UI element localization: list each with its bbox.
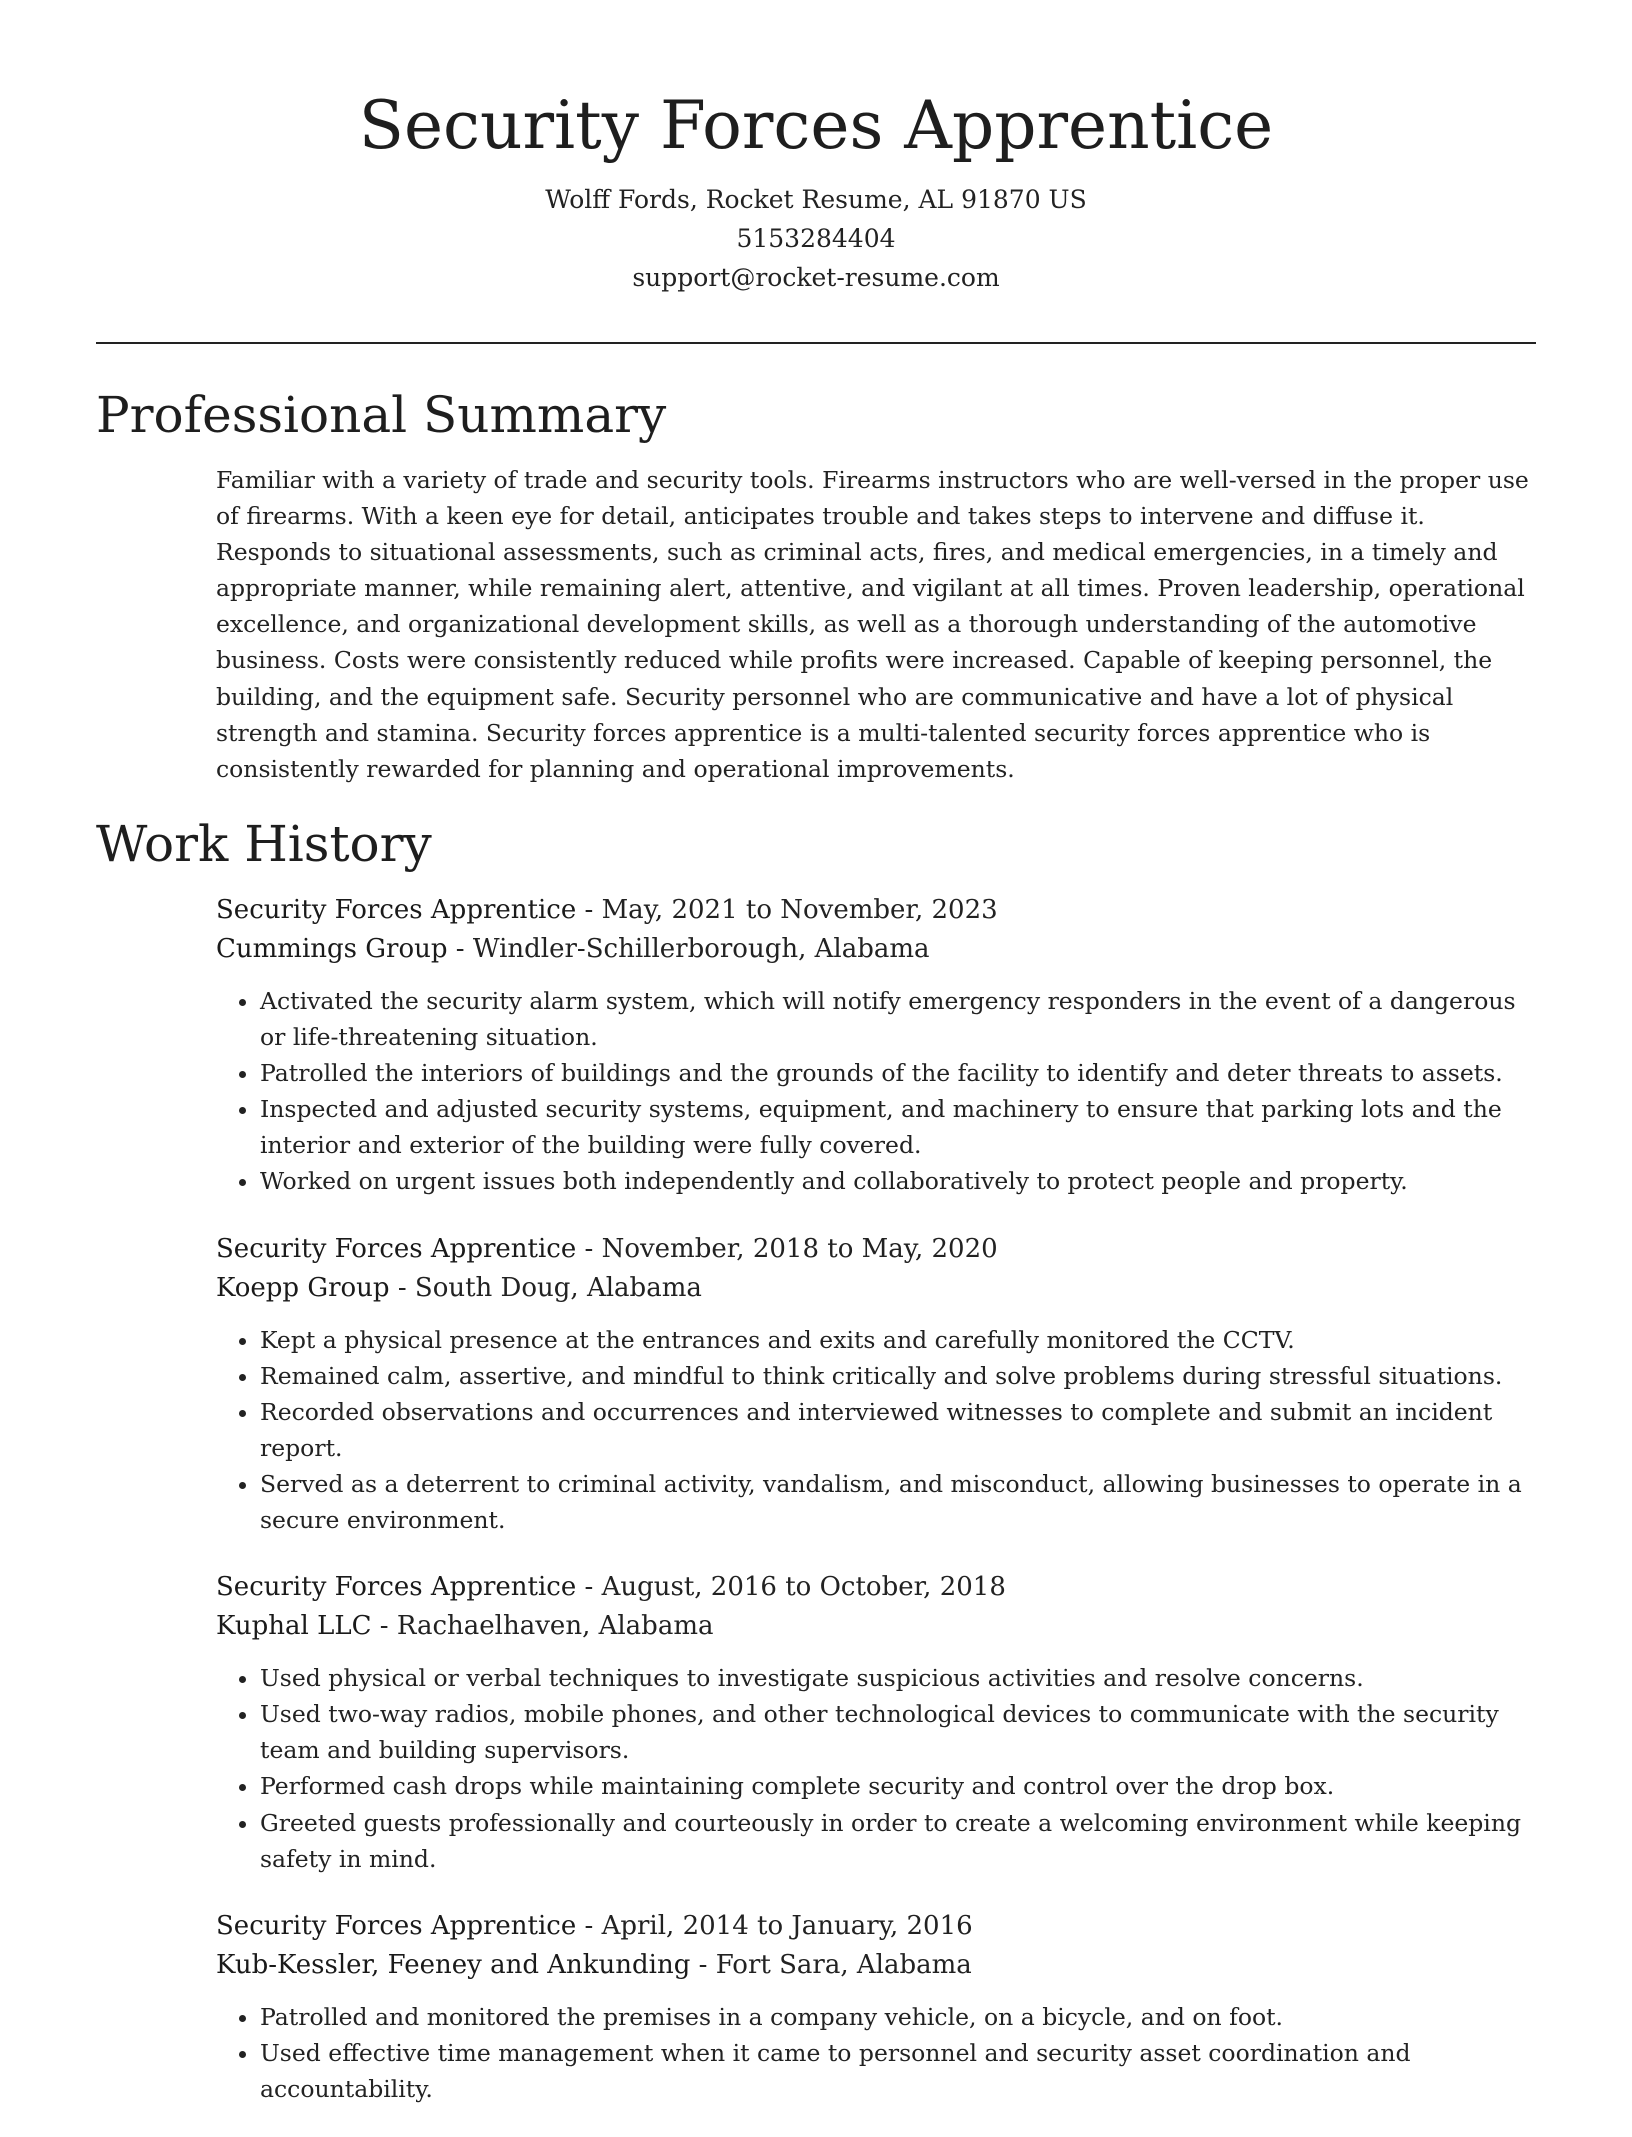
job-title-line [216, 1568, 1536, 1607]
work-history-heading: Work History [96, 815, 432, 873]
job-role: Security Forces Apprentice [216, 1572, 577, 1603]
job-duty: • Used two-way radios, mobile phones, and other technological devices to communicate with the security team and building supervisors. [260, 1696, 1536, 1768]
job-duty: • Used effective time management when it came to personnel and security asset coordination and accountability. [260, 2035, 1536, 2107]
job-location: - South Doug, Alabama [389, 1272, 702, 1303]
job-duty: • Performed cash drops while maintaining complete security and control over the drop box. [260, 1768, 1536, 1804]
summary-text: Familiar with a variety of trade and security tools. Firearms instructors who are well-versed in the proper use of firearms. With a keen eye for detail, anticipates trouble and takes steps to intervene and diffuse it. Responds to situational assessments, such as criminal acts, fires, and medical emergencies, in a timely and appropriate manner, while remaining alert, attentive, and vigilant at all times. Proven leadership, operational excellence, and organizational development skills, as well as a thorough understanding of the automotive business. Costs were consistently reduced while profits were increased. Capable of keeping personnel, the building, and the equipment safe. Security personnel who are communicative and have a lot of physical strength and stamina. Security forces apprentice is a multi-talented security forces apprentice who is consistently rewarded for planning and operational improvements. [216, 466, 1529, 783]
job-role: Security Forces Apprentice [216, 1233, 577, 1264]
job-duty: • Worked on urgent issues both independently and collaboratively to protect people and property. [260, 1163, 1536, 1199]
job-dates: - August, 2016 to October, 2018 [576, 1572, 1006, 1603]
job-duty: • Served as a deterrent to criminal activity, vandalism, and misconduct, allowing businesses to operate in a secure environment. [260, 1466, 1536, 1538]
resume-header [0, 0, 1632, 297]
job-duty: • Remained calm, assertive, and mindful to think critically and solve problems during stressful situations. [260, 1358, 1536, 1394]
job-company: Cummings Group [216, 934, 448, 964]
job-duty: • Activated the security alarm system, which will notify emergency responders in the event of a dangerous or life-threatening situation. [260, 983, 1536, 1055]
summary-heading: Professional Summary [96, 386, 667, 444]
job-role: Security Forces Apprentice [216, 1910, 577, 1941]
job-duties [216, 983, 1536, 1200]
work-history-list [216, 891, 1536, 2137]
job-dates: - May, 2021 to November, 2023 [576, 895, 998, 925]
job-location: - Rachaelhaven, Alabama [371, 1611, 714, 1642]
job-location: - Windler-Schillerborough, Alabama [447, 934, 930, 964]
job-duty: • Inspected and adjusted security systems, equipment, and machinery to ensure that parking lots and the interior and exterior of the building were fully covered. [260, 1091, 1536, 1163]
job-company-line [216, 930, 1536, 969]
job-company: Kuphal LLC [216, 1611, 372, 1642]
job-company-line [216, 1269, 1536, 1308]
job-duty: • Patrolled the interiors of buildings and the grounds of the facility to identify and deter threats to assets. [260, 1055, 1536, 1091]
address: Wolff Fords, Rocket Resume, AL 91870 US [545, 185, 1087, 214]
job-title-line [216, 1230, 1536, 1269]
job-entry [216, 1568, 1536, 1877]
job-duties [216, 1660, 1536, 1877]
header-divider [96, 342, 1536, 344]
candidate-name: Security Forces Apprentice [358, 87, 1274, 164]
contact-info [0, 180, 1632, 297]
job-duty: • Recorded observations and occurrences and interviewed witnesses to complete and submit an incident report. [260, 1394, 1536, 1466]
job-location: - Fort Sara, Alabama [690, 1949, 972, 1980]
job-duty: • Patrolled and monitored the premises in a company vehicle, on a bicycle, and on foot. [260, 1999, 1536, 2035]
job-entry [216, 1230, 1536, 1539]
job-duty: • Kept a physical presence at the entrances and exits and carefully monitored the CCTV. [260, 1322, 1536, 1358]
job-duties [216, 1322, 1536, 1539]
job-duty: • Greeted guests professionally and courteously in order to create a welcoming environment while keeping safety in mind. [260, 1805, 1536, 1877]
job-entry [216, 1907, 1536, 2107]
job-dates: - April, 2014 to January, 2016 [576, 1910, 973, 1941]
job-dates: - November, 2018 to May, 2020 [576, 1233, 998, 1264]
job-company-line [216, 1607, 1536, 1646]
job-title-line [216, 1907, 1536, 1946]
job-duty: • Used physical or verbal techniques to investigate suspicious activities and resolve concerns. [260, 1660, 1536, 1696]
email: support@rocket-resume.com [632, 263, 1000, 292]
job-title-line [216, 891, 1536, 930]
job-company-line [216, 1946, 1536, 1985]
job-role: Security Forces Apprentice [216, 895, 577, 925]
job-duties [216, 1999, 1536, 2107]
job-company: Kub-Kessler, Feeney and Ankunding [216, 1949, 691, 1980]
phone: 5153284404 [736, 224, 896, 253]
job-entry [216, 891, 1536, 1200]
job-company: Koepp Group [216, 1272, 390, 1303]
